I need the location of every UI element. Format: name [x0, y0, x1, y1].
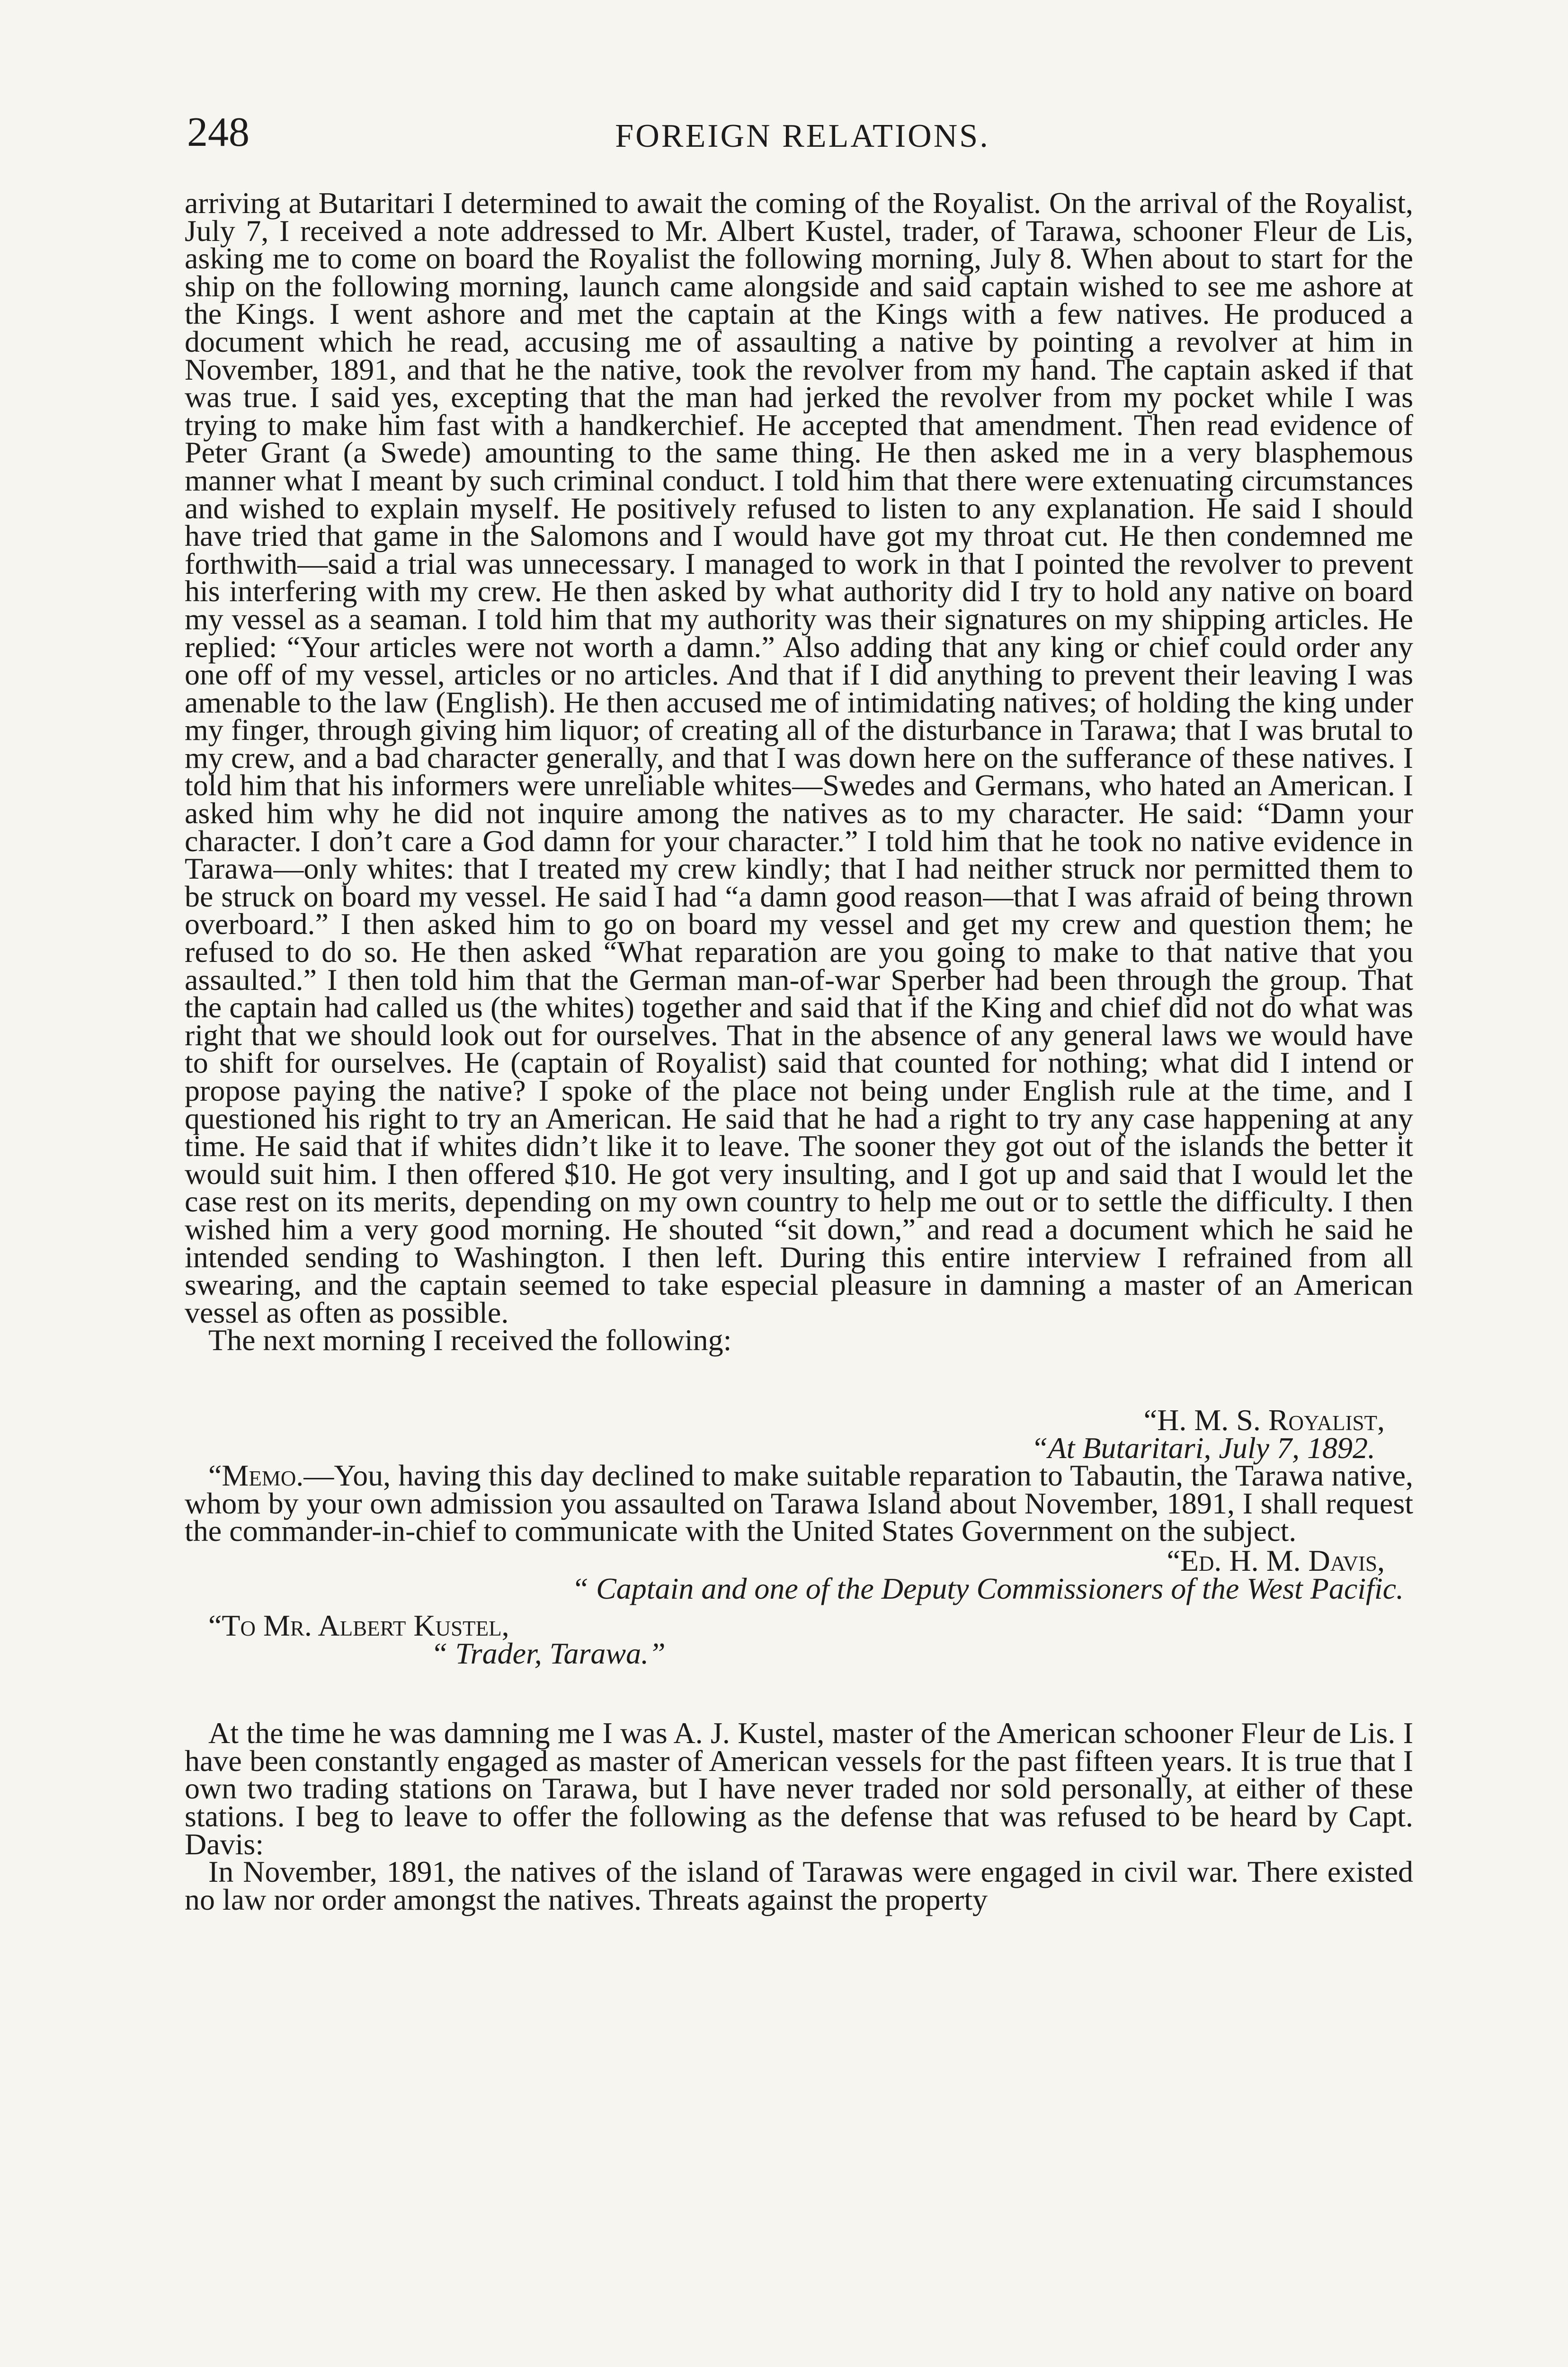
memo-body: [185, 1459, 1413, 1548]
memo-signature-name: “Ed. H. M. Davis,: [1167, 1543, 1385, 1577]
paragraph-1: arriving at Butaritari I determined to await the coming of the Royalist. On the arrival of the Royalist, July 7, I received a note addressed to Mr. Albert Kustel, trader, of Tarawa, schooner Fleur de Lis, asking me to come on board the Royalist the following morning, July 8. When about to start for the ship on the following morning, launch came alongside and said captain wished to see me ashore at the Kings. I went ashore and met the captain at the Kings with a few natives. He produced a document which he read, accusing me of assaulting a native by pointing a revolver at him in November, 1891, and that he the native, took the revolver from my hand. The captain asked if that was true. I said yes, excepting that the man had jerked the revolver from my pocket while I was trying to make him fast with a handkerchief. He accepted that amendment. Then read evidence of Peter Grant (a Swede) amounting to the same thing. He then asked me in a very blasphemous manner what I meant by such criminal conduct. I told him that there were extenuating circumstances and wished to explain myself. He positively refused to listen to any explanation. He said I should have tried that game in the Salomons and I would have got my throat cut. He then condemned me forthwith—said a trial was unnecessary. I managed to work in that I pointed the revolver to prevent his interfering with my crew. He then asked by what authority did I try to hold any native on board my vessel as a seaman. I told him that my authority was their signatures on my shipping articles. He replied: “Your articles were not worth a damn.” Also adding that any king or chief could order any one off of my vessel, articles or no articles. And that if I did anything to prevent their leaving I was amenable to the law (English). He then accused me of intimidating natives; of holding the king under my finger, through giving him liquor; of creating all of the disturbance in Tarawa; that I was brutal to my crew, and a bad character generally, and that I was down here on the sufferance of these natives. I told him that his informers were unreliable whites—Swedes and Germans, who hated an American. I asked him why he did not inquire among the natives as to my character. He said: “Damn your character. I don’t care a God damn for your character.” I told him that he took no native evidence in Tarawa—only whites: that I treated my crew kindly; that I had neither struck nor permitted them to be struck on board my vessel. He said I had “a damn good reason—that I was afraid of being thrown overboard.” I then asked him to go on board my vessel and get my crew and question them; he refused to do so. He then asked “What reparation are you going to make to that native that you assaulted.” I then told him that the German man-of-war Sperber had been through the group. That the captain had called us (the whites) together and said that if the King and chief did not do what was right that we should look out for ourselves. That in the absence of any general laws we would have to shift for ourselves. He (captain of Royalist) said that counted for nothing; what did I intend or propose paying the native? I spoke of the place not being under English rule at the time, and I questioned his right to try an American. He said that he had a right to try any case happening at any time. He said that if whites didn’t like it to leave. The sooner they got out of the islands the better it would suit him. I then offered $10. He got very insulting, and I got up and said that I would let the case rest on its merits, depending on my own country to help me out or to settle the difficulty. I then wished him a very good morning. He shouted “sit down,” and read a document which he said he intended sending to Washington. I then left. During this entire interview I refrained from all swearing, and the captain seemed to take especial pleasure in damning a master of an American vessel as often as possible.: [185, 186, 1413, 1329]
memo-place: “At Butaritari, July 7, 1892.: [1031, 1431, 1375, 1465]
paragraph-2: The next morning I received the following:: [208, 1323, 732, 1357]
memo-text: —You, having this day declined to make suitable reparation to Tabautin, the Tarawa native, whom by your own admission you assaulted on Tarawa Island about November, 1891, I shall request the commander-in-chief to communicate with the United States Government on the subject.: [185, 1459, 1413, 1548]
paragraph-3: At the time he was damning me I was A. J. Kustel, master of the American schooner Fleur de Lis. I have been constantly engaged as master of American vessels for the past fifteen years. It is true that I own two trading stations on Tarawa, but I have never traded nor sold personally, at either of these stations. I beg to leave to offer the following as the defense that was refused to be heard by Capt. Davis:: [185, 1716, 1413, 1861]
memo-addressee-title: “ Trader, Tarawa.”: [431, 1636, 666, 1670]
memo-label: “Memo.: [208, 1459, 304, 1493]
page-number: 248: [187, 109, 249, 155]
memo-addressee-name: “To Mr. Albert Kustel,: [208, 1609, 509, 1643]
running-head: FOREIGN RELATIONS.: [615, 118, 990, 154]
body-text: [185, 186, 1413, 1916]
paragraph-4: In November, 1891, the natives of the island of Tarawas were engaged in civil war. There existed no law nor order amongst the natives. Threats against the property: [185, 1855, 1413, 1916]
page-header: [187, 109, 1418, 166]
memo-signature-title: “ Captain and one of the Deputy Commissioners of the West Pacific.: [571, 1571, 1404, 1605]
memo-ship: “H. M. S. Royalist,: [1143, 1403, 1385, 1437]
